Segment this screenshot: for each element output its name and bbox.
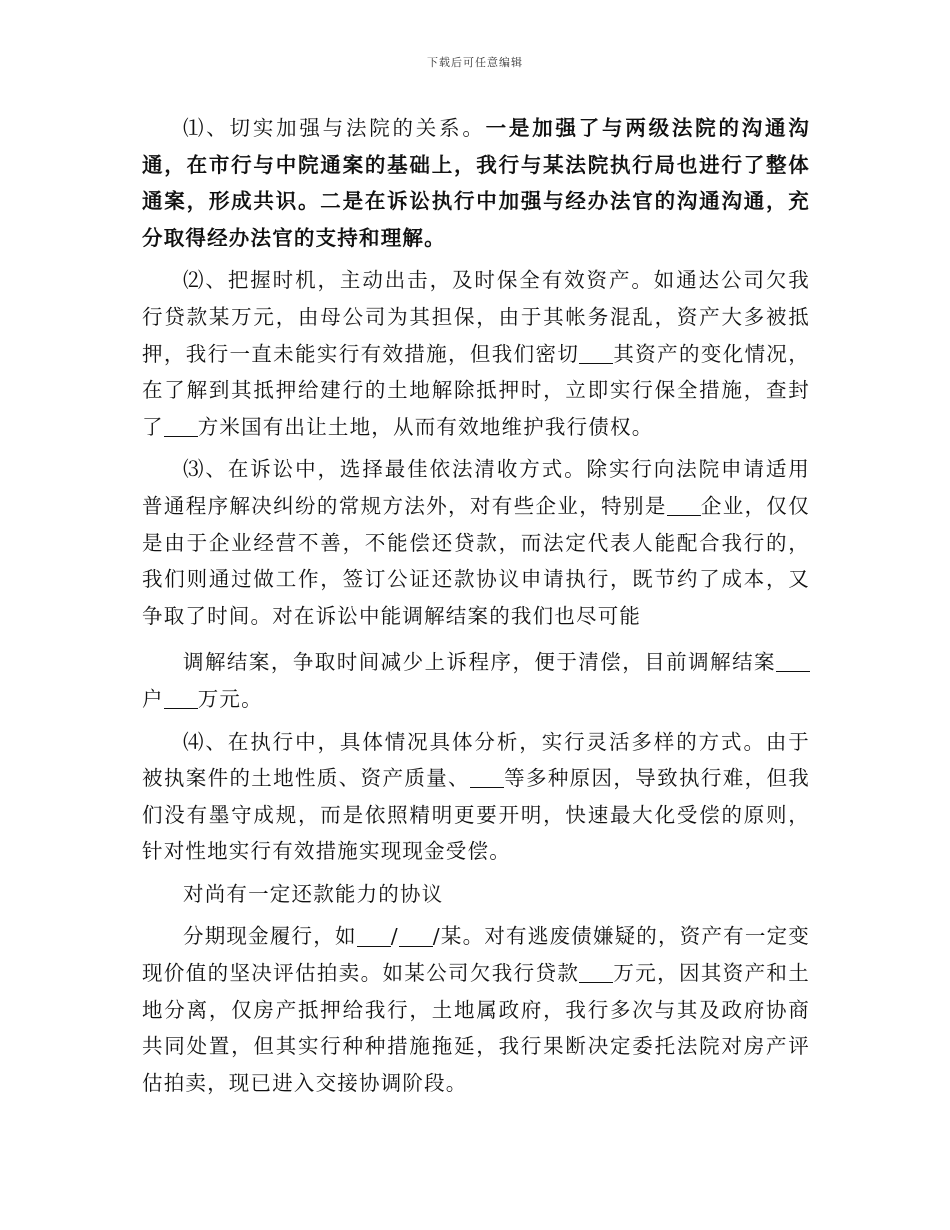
paragraph-4-text-a: 调解结案，争取时间减少上诉程序，便于清偿，目前调解结案 (183, 650, 776, 675)
blank-line (164, 687, 198, 709)
paragraph-5-text-a: ⑷、在执行中，具体情况具体分析，实行灵活多样的方式。由于被执案件的土地性质、资产质量、 (142, 729, 810, 791)
document-body (142, 110, 810, 1101)
page-header: 下载后可任意编辑 (427, 56, 523, 69)
paragraph-2-text-c: 方米国有出让土地，从而有效地维护我行债权。 (197, 414, 654, 439)
blank-line (667, 495, 701, 517)
paragraph-1-lead: ⑴、切实加强与法院的关系。 (183, 116, 486, 140)
paragraph-3-text-a: ⑶、在诉讼中，选择最佳依法清收方式。除实行向法院申请适用普通程序解决纠纷的常规方法外，对有些企业，特别是 (142, 457, 810, 518)
blank-line (776, 651, 810, 673)
paragraph-3-text-b: 企业，仅仅是由于企业经营不善，不能偿还贷款，而法定代表人能配合我行的，我们则通过做工作，签订公证还款协议申请执行，既节约了成本，又争取了时间。对在诉讼中能调解结案的我们也尽可能 (142, 493, 810, 628)
paragraph-4 (142, 644, 810, 717)
paragraph-7 (142, 918, 810, 1101)
blank-line (579, 962, 613, 984)
paragraph-2-text-b: 其资产的变化情况，在了解到其抵押给建行的土地解除抵押时，立即实行保全措施，查封了 (142, 341, 810, 439)
blank-line (357, 925, 391, 947)
paragraph-2-text-a: ⑵、把握时机，主动出击，及时保全有效资产。如通达公司欠我行贷款某万元，由母公司为其担保，由于其帐务混乱，资产大多被抵押，我行一直未能实行有效措施，但我们密切 (142, 268, 810, 366)
paragraph-7-text-b: / (390, 924, 399, 949)
paragraph-2 (142, 262, 810, 445)
paragraph-1 (142, 110, 810, 256)
blank-line (399, 925, 433, 947)
paragraph-5-text-b: 等多种原因，导致执行难，但我们没有墨守成规，而是依照精明更要开明，快速最大化受偿的原则，针对性地实行有效措施实现现金受偿。 (142, 766, 810, 864)
paragraph-4-text-b: 户 (142, 686, 164, 711)
paragraph-6: 对尚有一定还款能力的协议 (183, 881, 444, 906)
paragraph-7-text-c: /某。对有逃废债嫌疑的，资产有一定变现价值的坚决评估拍卖。如某公司欠我行贷款 (142, 924, 810, 986)
paragraph-7-text-a: 分期现金履行，如 (183, 924, 357, 949)
paragraph-7-text-d: 万元，因其资产和土地分离，仅房产抵押给我行，土地属政府，我行多次与其及政府协商共同处置，但其实行种种措施拖延，我行果断决定委托法院对房产评估拍卖，现已进入交接协调阶段。 (142, 961, 810, 1095)
paragraph-4-text-c: 万元。 (197, 686, 263, 711)
blank-line (579, 342, 613, 364)
blank-line (164, 415, 198, 437)
paragraph-5 (142, 724, 810, 870)
paragraph-1-bold: 一是加强了与两级法院的沟通沟通，在市行与中院通案的基础上，我行与某法院执行局也进行了整体通案，形成共识。二是在诉讼执行中加强与经办法官的沟通沟通，充分取得经办法官的支持和理解。 (142, 116, 810, 250)
blank-line (470, 767, 504, 789)
paragraph-3 (142, 451, 810, 634)
